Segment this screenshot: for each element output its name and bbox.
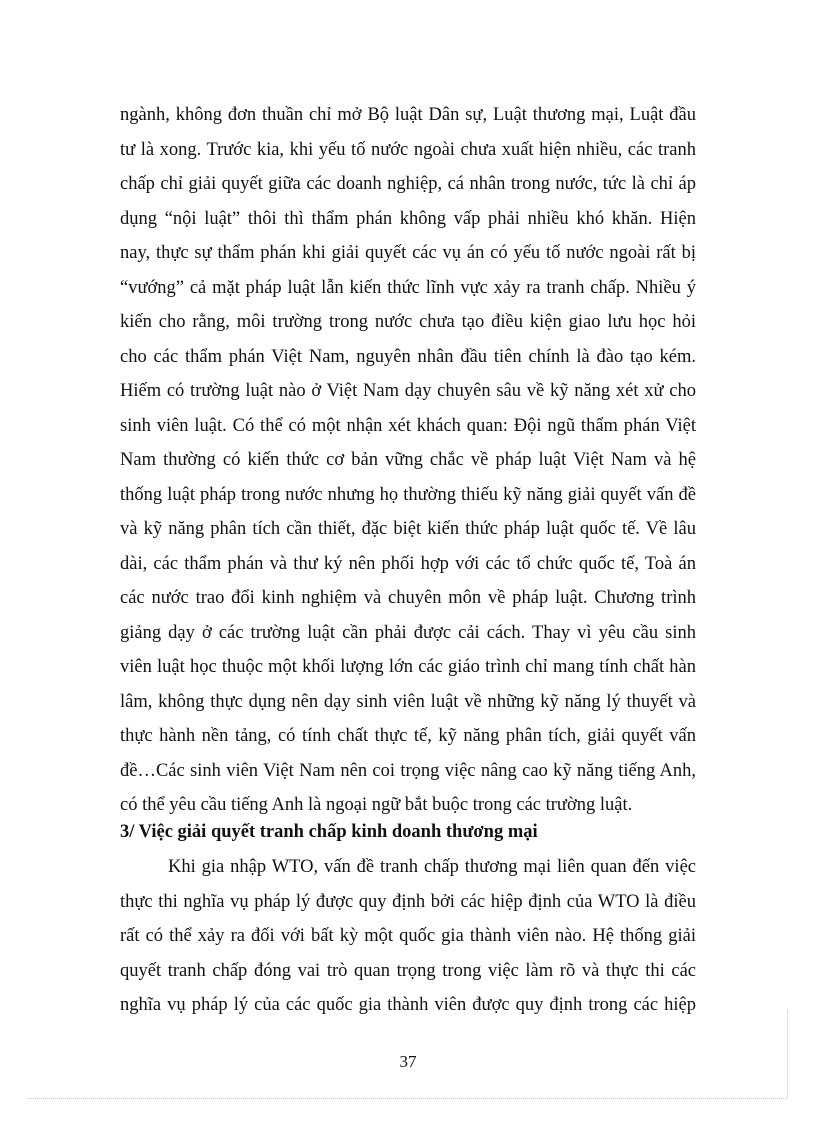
text-line: Nam thường có kiến thức cơ bản vững chắc về pháp luật Việt Nam và hệ bbox=[120, 450, 696, 470]
text-line: thực thi nghĩa vụ pháp lý được quy định bởi các hiệp định của WTO là điều bbox=[120, 891, 696, 912]
text-line: nghĩa vụ pháp lý của các quốc gia thành viên được quy định trong các hiệp bbox=[120, 995, 696, 1015]
text-line: các nước trao đổi kinh nghiệm và chuyên môn về pháp luật. Chương trình bbox=[120, 588, 696, 608]
text-line: “vướng” cả mặt pháp luật lẫn kiến thức lĩnh vực xảy ra tranh chấp. Nhiều ý bbox=[120, 277, 696, 298]
section-paragraph bbox=[120, 850, 696, 1023]
page-border-right bbox=[787, 1010, 788, 1099]
text-line: kiến cho rằng, môi trường trong nước chưa tạo điều kiện giao lưu học hỏi bbox=[120, 312, 696, 332]
text-line: dài, các thẩm phán và thư ký nên phối hợp với các tổ chức quốc tế, Toà án bbox=[120, 553, 696, 574]
text-line: tư là xong. Trước kia, khi yếu tố nước ngoài chưa xuất hiện nhiều, các tranh bbox=[120, 139, 696, 160]
text-line: sinh viên luật. Có thể có một nhận xét khách quan: Đội ngũ thẩm phán Việt bbox=[120, 415, 696, 436]
text-line: ngành, không đơn thuần chỉ mở Bộ luật Dân sự, Luật thương mại, Luật đầu bbox=[120, 105, 696, 125]
text-line: đề…Các sinh viên Việt Nam nên coi trọng việc nâng cao kỹ năng tiếng Anh, bbox=[120, 760, 696, 781]
text-line: quyết tranh chấp đóng vai trò quan trọng trong việc làm rõ và thực thi các bbox=[120, 960, 696, 981]
text-line: cho các thẩm phán Việt Nam, nguyên nhân đầu tiên chính là đào tạo kém. bbox=[120, 346, 696, 367]
text-line: dụng “nội luật” thôi thì thẩm phán không vấp phải nhiều khó khăn. Hiện bbox=[120, 208, 696, 229]
page-number: 37 bbox=[399, 1052, 417, 1071]
text-line: có thể yêu cầu tiếng Anh là ngoại ngữ bắt buộc trong các trường luật. bbox=[120, 795, 633, 815]
page-border-bottom bbox=[28, 1098, 788, 1099]
text-line: nay, thực sự thẩm phán khi giải quyết các vụ án có yếu tố nước ngoài rất bị bbox=[120, 243, 696, 263]
text-line: chấp chỉ giải quyết giữa các doanh nghiệp, cá nhân trong nước, tức là chỉ áp bbox=[120, 174, 696, 194]
text-line: giảng dạy ở các trường luật cần phải được cải cách. Thay vì yêu cầu sinh bbox=[120, 622, 696, 643]
text-line: rất có thể xảy ra đối với bất kỳ một quốc gia thành viên nào. Hệ thống giải bbox=[120, 926, 696, 946]
text-line: thống luật pháp trong nước nhưng họ thường thiếu kỹ năng giải quyết vấn đề bbox=[120, 484, 696, 505]
section-heading: 3/ Việc giải quyết tranh chấp kinh doanh thương mại bbox=[120, 822, 538, 842]
text-line: thực hành nền tảng, có tính chất thực tế, kỹ năng phân tích, giải quyết vấn bbox=[120, 726, 696, 746]
text-line: lâm, không thực dụng nên dạy sinh viên luật về những kỹ năng lý thuyết và bbox=[120, 691, 696, 712]
text-line: viên luật học thuộc một khối lượng lớn các giáo trình chỉ mang tính chất hàn bbox=[120, 657, 696, 677]
text-line: Hiếm có trường luật nào ở Việt Nam dạy chuyên sâu về kỹ năng xét xử cho bbox=[120, 381, 696, 401]
body-paragraph bbox=[120, 98, 696, 823]
text-line: Khi gia nhập WTO, vấn đề tranh chấp thương mại liên quan đến việc bbox=[168, 857, 696, 877]
text-line: và kỹ năng phân tích cần thiết, đặc biệt kiến thức pháp luật quốc tế. Về lâu bbox=[120, 519, 696, 539]
